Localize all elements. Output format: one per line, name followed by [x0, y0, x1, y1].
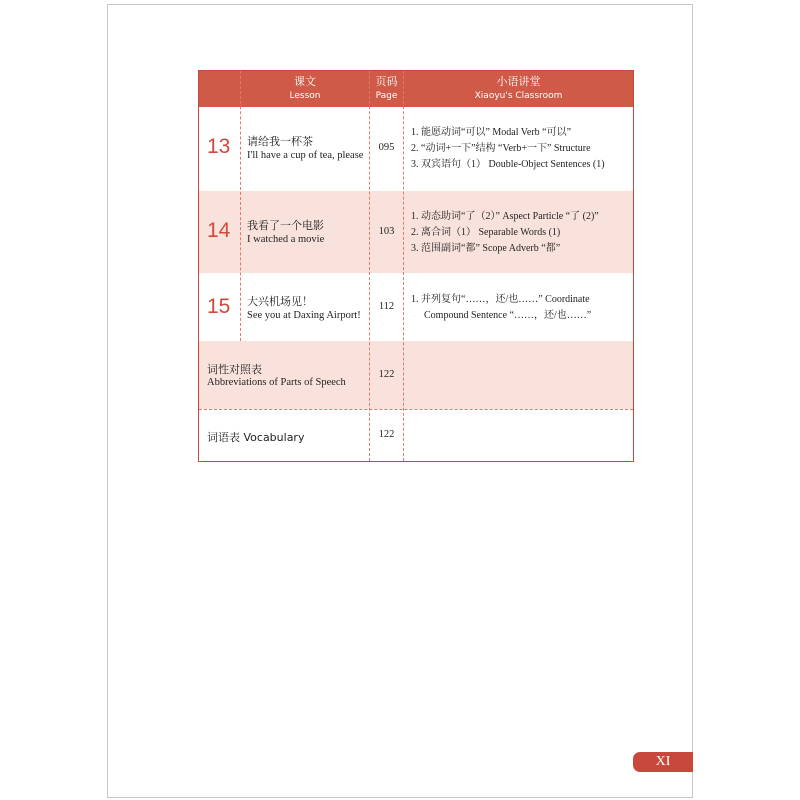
- lesson-title-zh: 我看了一个电影: [247, 219, 324, 232]
- classroom-point: 1. 动态助词“了（2）” Aspect Particle “了 (2)”: [411, 211, 599, 222]
- appendix-title-zh: 词性对照表: [207, 363, 262, 376]
- lesson-page: 112: [378, 301, 395, 312]
- table-of-contents: [198, 70, 634, 462]
- page-number-badge: XI: [633, 752, 693, 772]
- lesson-title-en: See you at Daxing Airport!: [247, 310, 361, 321]
- header-page: [370, 71, 403, 107]
- lesson-page: 103: [378, 226, 395, 237]
- column-divider-title: [369, 71, 370, 461]
- lesson-title-en: I'll have a cup of tea, please: [247, 150, 364, 161]
- lesson-number: 13: [207, 135, 231, 158]
- classroom-point: 2. “动词+一下”结构 “Verb+一下” Structure: [411, 143, 591, 154]
- appendix-title-en: Abbreviations of Parts of Speech: [207, 377, 346, 388]
- header-lesson-en: Lesson: [289, 91, 321, 101]
- appendix-page: 122: [378, 369, 395, 380]
- lesson-title-en: I watched a movie: [247, 234, 325, 245]
- classroom-point: Compound Sentence “……，还/也……”: [424, 310, 592, 321]
- classroom-point: 3. 范围副词“都” Scope Adverb “都”: [411, 243, 561, 254]
- header-classroom-zh: 小语讲堂: [496, 75, 541, 88]
- appendix-row-abbreviations: [199, 341, 633, 409]
- header-page-en: Page: [375, 91, 398, 101]
- header-lesson-zh: 课文: [294, 75, 316, 88]
- classroom-point: 1. 能愿动词“可以” Modal Verb “可以”: [411, 127, 572, 138]
- lesson-number: 15: [207, 295, 231, 318]
- header-classroom-en: Xiaoyu's Classroom: [474, 91, 563, 101]
- lesson-number: 14: [207, 219, 231, 242]
- classroom-point: 1. 并列复句“……，还/也……” Coordinate: [411, 294, 590, 305]
- lesson-title-zh: 大兴机场见！: [247, 295, 313, 308]
- header-page-zh: 页码: [375, 75, 398, 88]
- appendix-title: 词语表 Vocabulary: [207, 431, 305, 444]
- toc-header: [199, 71, 633, 107]
- header-classroom: [404, 71, 633, 107]
- lesson-page: 095: [378, 142, 395, 153]
- classroom-point: 2. 离合词（1） Separable Words (1): [411, 227, 561, 238]
- header-lesson: [241, 71, 369, 107]
- appendix-page: 122: [378, 429, 395, 440]
- lesson-title-zh: 请给我一杯茶: [247, 135, 313, 148]
- column-divider-page: [403, 71, 404, 461]
- classroom-point: 3. 双宾语句（1） Double-Object Sentences (1): [411, 159, 605, 170]
- row-divider: [199, 409, 633, 410]
